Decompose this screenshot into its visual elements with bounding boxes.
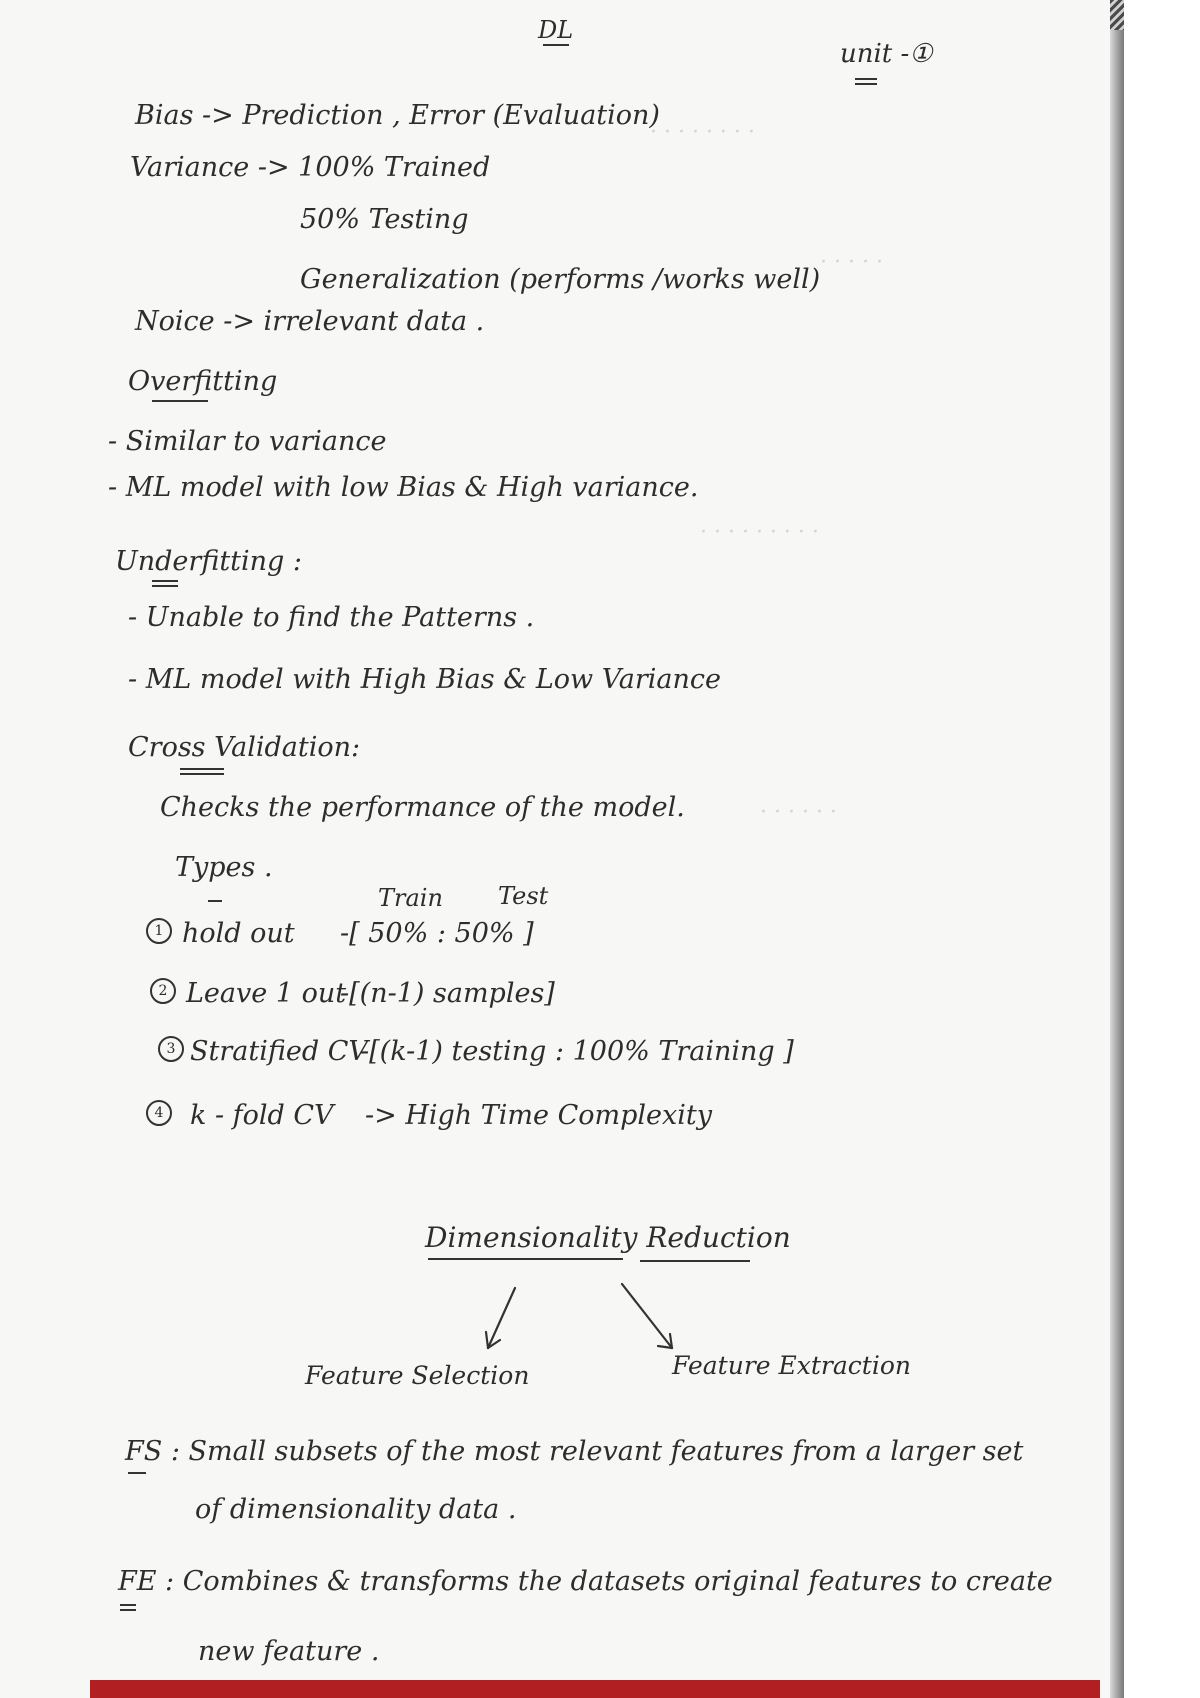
bias-line: Bias -> Prediction , Error (Evaluation) [135,100,660,131]
type-number-1: 1 [146,918,172,944]
arrowhead-left-a [486,1332,488,1348]
underfitting-point-1: - Unable to find the Patterns . [128,602,535,633]
type-number-2: 2 [150,978,176,1004]
overfitting-point-1: - Similar to variance [108,426,387,457]
underfitting-heading: Underfitting : [115,546,303,577]
overfitting-heading: Overfitting [128,366,278,397]
unit-label: unit -① [840,39,933,69]
fe-underline [120,1604,136,1611]
testing-line: 50% Testing [300,204,469,235]
arrow-to-feature-selection [488,1288,515,1348]
fe-definition-line-1: FE : Combines & transforms the datasets original features to create [118,1566,1053,1597]
bleed-through: · · · · · [820,250,883,275]
type-4-value: -> High Time Complexity [365,1100,712,1131]
feature-extraction-branch: Feature Extraction [672,1351,911,1380]
type-1-label: hold out [182,918,295,949]
type-3-value: -[(k-1) testing : 100% Training ] [360,1036,794,1067]
overfitting-point-2: - ML model with low Bias & High variance. [108,472,699,503]
type-1-value: -[ 50% : 50% ] [340,918,534,949]
bleed-through: · · · · · · [760,800,837,825]
type-number-3: 3 [158,1036,184,1062]
generalization-line: Generalization (performs /works well) [300,264,821,295]
bleed-through: · · · · · · · · [650,120,755,145]
notebook-red-border [90,1680,1100,1698]
bleed-through: · · · · · · · · · [700,520,819,545]
fs-definition-line-1: FS : Small subsets of the most relevant features from a larger set [125,1436,1024,1467]
header-title: DL [538,16,574,44]
noise-line: Noice -> irrelevant data . [135,306,485,337]
variance-line: Variance -> 100% Trained [130,152,491,183]
feature-selection-branch: Feature Selection [305,1361,530,1390]
fs-definition-line-2: of dimensionality data . [195,1494,517,1525]
type-2-value: -[(n-1) samples] [340,978,555,1009]
cv-description: Checks the performance of the model. [160,792,685,823]
dr-heading: Dimensionality Reduction [425,1221,791,1254]
arrow-to-feature-extraction [622,1284,672,1348]
cv-heading: Cross Validation: [128,732,361,763]
train-column-label: Train [378,884,443,912]
type-4-label: k - fold CV [190,1100,334,1131]
type-2-label: Leave 1 out [186,978,347,1009]
fe-definition-line-2: new feature . [198,1636,380,1667]
underfitting-point-2: - ML model with High Bias & Low Variance [128,664,721,695]
type-3-label: Stratified CV [190,1036,368,1067]
types-label: Types . [175,852,273,883]
type-number-4: 4 [146,1100,172,1126]
test-column-label: Test [498,882,549,910]
fs-underline [128,1472,146,1474]
